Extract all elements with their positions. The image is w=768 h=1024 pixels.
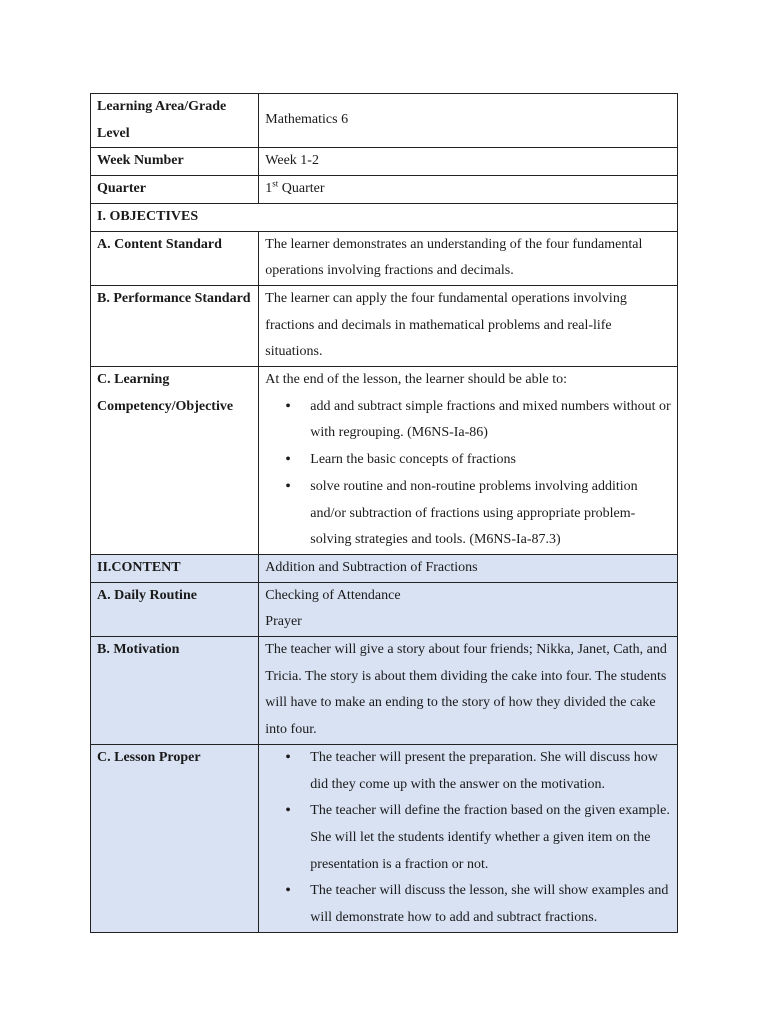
- daily-routine-cell: [259, 582, 678, 636]
- list-item: • The teacher will discuss the lesson, she will show examples and will demonstrate how to add and subtract fractions.: [265, 878, 671, 931]
- motivation-label: B. Motivation: [91, 637, 259, 745]
- objectives-heading-row: [91, 203, 678, 231]
- lesson-plan-table: [90, 93, 678, 933]
- competency-intro: At the end of the lesson, the learner should be able to:: [265, 372, 567, 388]
- quarter-text: Quarter: [278, 181, 325, 197]
- lesson-proper-label: C. Lesson Proper: [91, 744, 259, 932]
- performance-standard-label: B. Performance Standard: [91, 285, 259, 366]
- quarter-value: [259, 176, 678, 204]
- list-item: • Learn the basic concepts of fractions: [265, 447, 671, 474]
- content-heading-row: [91, 554, 678, 582]
- quarter-row: [91, 176, 678, 204]
- objectives-heading: I. OBJECTIVES: [91, 203, 678, 231]
- competency-list: [265, 394, 671, 554]
- competency-cell: [259, 367, 678, 555]
- week-value: Week 1-2: [259, 148, 678, 176]
- daily-routine-item: Checking of Attendance: [265, 587, 401, 603]
- content-standard-label: A. Content Standard: [91, 231, 259, 285]
- lesson-proper-list: [265, 745, 671, 932]
- area-value: Mathematics 6: [259, 94, 678, 148]
- content-standard-row: [91, 231, 678, 285]
- content-heading-value: Addition and Subtraction of Fractions: [259, 554, 678, 582]
- performance-standard-row: [91, 285, 678, 366]
- daily-routine-label: A. Daily Routine: [91, 582, 259, 636]
- competency-label: C. Learning Competency/Objective: [91, 367, 259, 555]
- quarter-number: 1: [265, 181, 273, 197]
- performance-standard-text: The learner can apply the four fundamental operations involving fractions and decimals in mathematical problems and real-life situations.: [259, 285, 678, 366]
- motivation-row: [91, 637, 678, 745]
- quarter-suffix: st: [272, 178, 279, 189]
- list-item: • The teacher will define the fraction based on the given example. She will let the students identify whether a given item on the presentation is a fraction or not.: [265, 798, 671, 878]
- list-item: • solve routine and non-routine problems involving addition and/or subtraction of fractions using appropriate problem-solving strategies and tools. (M6NS-Ia-87.3): [265, 474, 671, 554]
- competency-row: [91, 367, 678, 555]
- week-label: Week Number: [91, 148, 259, 176]
- lesson-proper-row: [91, 744, 678, 932]
- content-heading: II.CONTENT: [91, 554, 259, 582]
- daily-routine-item: Prayer: [265, 614, 302, 630]
- quarter-label: Quarter: [91, 176, 259, 204]
- lesson-proper-cell: [259, 744, 678, 932]
- week-row: [91, 148, 678, 176]
- motivation-text: The teacher will give a story about four friends; Nikka, Janet, Cath, and Tricia. The story is about them dividing the cake into four. The students will have to make an ending to the story of how they divided the cake into four.: [259, 637, 678, 745]
- area-label: Learning Area/Grade Level: [91, 94, 259, 148]
- daily-routine-row: [91, 582, 678, 636]
- content-standard-text: The learner demonstrates an understanding of the four fundamental operations involving fractions and decimals.: [259, 231, 678, 285]
- list-item: • add and subtract simple fractions and mixed numbers without or with regrouping. (M6NS-Ia-86): [265, 394, 671, 447]
- area-row: [91, 94, 678, 148]
- list-item: • The teacher will present the preparation. She will discuss how did they come up with the answer on the motivation.: [265, 745, 671, 798]
